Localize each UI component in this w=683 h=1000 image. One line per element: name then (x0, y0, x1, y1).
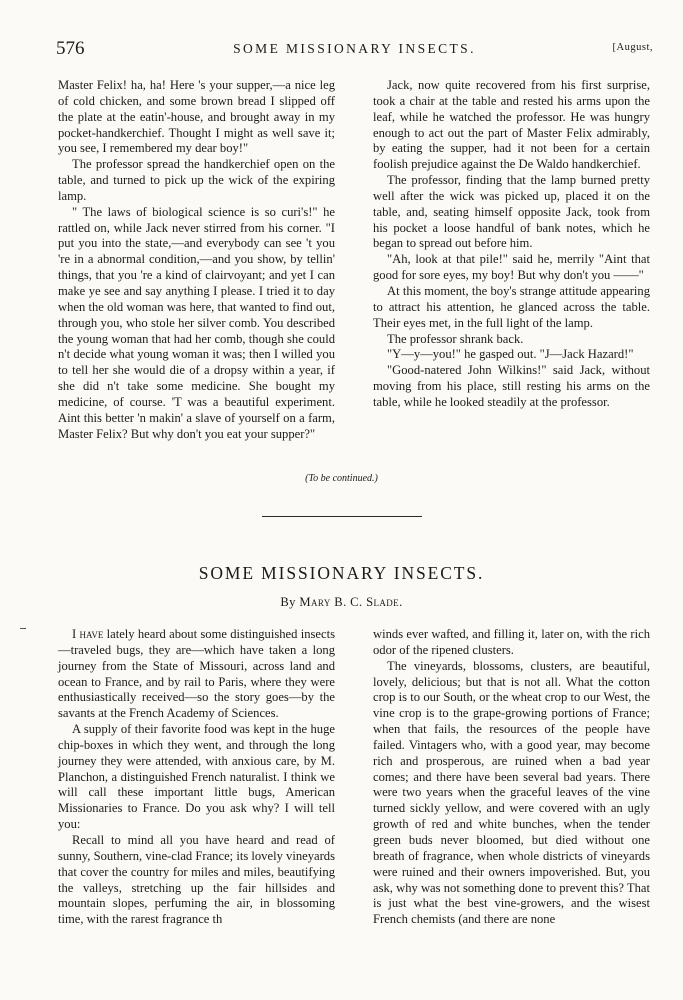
opening-text: lately heard about some distinguished insects—traveled bugs, they are—which have taken a long journey from the State of Missouri, across land and ocean to France, and by rail to Paris, where they were enthusiastically received—so the story goes—by the savants at the French Academy of Sciences. (58, 627, 335, 721)
paragraph: Master Felix! ha, ha! Here 's your supper,—a nice leg of cold chicken, and some brown bread I slipped off the plate at the eatin'-house, and brought away in my pocket-handkerchief. Thought I might as well save it; you see, I remembered my dear boy!" (58, 78, 335, 156)
paragraph: At this moment, the boy's strange attitude appearing to attract his attention, he glanced across the table. Their eyes met, in the full light of the lamp. (373, 283, 650, 330)
paragraph: Recall to mind all you have heard and read of sunny, Southern, vine-clad France; its lovely vineyards that cover the country for miles and miles, beautifying the valleys, stretching up the fair hillsides and mountain slopes, perfuming the air, in blossoming time, with the rarest fragrance th (58, 832, 335, 927)
article-title: SOME MISSIONARY INSECTS. (198, 563, 485, 583)
page-header (56, 38, 653, 62)
paragraph: The professor spread the handkerchief open on the table, and turned to pick up the wick of the expiring lamp. (58, 157, 335, 203)
story-column-left (58, 78, 335, 442)
page-number: 576 (56, 38, 85, 59)
paragraph: " The laws of biological science is so curi's!" he rattled on, while Jack never stirred from his corner. "I put you into the state,—and everybody can see 't you 're in a abnormal condition,—and you show, by tellin' things, that you 're a kind of clairvoyant; and yet I can make ye see and say anything I please. I tried it to day when the old woman was here, that wanted to find out, through you, who stole her silver comb. You described the young woman that had her comb, though she could n't decide what young woman it was; then I willed you to tell her she would die of a dropsy within a year, if she did n't take some medicine. She bought my medicine, of course. 'T was a beautiful experiment. Aint this better 'n makin' a slave of yourself on a farm, Master Felix? But why don't you eat your supper?" (58, 204, 335, 441)
story-column-right (373, 78, 650, 411)
paragraph: A supply of their favorite food was kept in the huge chip-boxes in which they went, and through the long journey they were attended, with anxious care, by M. Planchon, a distinguished French naturalist. I think we will call these important little bugs, American Missionaries to France. Do you ask why? I will tell you: (58, 722, 335, 832)
paragraph: "Ah, look at that pile!" said he, merrily "Aint that good for sore eyes, my boy! But why don't you ——" (373, 252, 650, 283)
paragraph: Jack, now quite recovered from his first surprise, took a chair at the table and rested his arms upon the leaf, while he watched the professor. He was hungry enough to act out the part of Master Felix admirably, by eating the supper, had it not been for a certain foolish prejudice against the De Waldo handkerchief. (373, 78, 650, 172)
running-title: SOME MISSIONARY INSECTS. (233, 41, 476, 56)
paragraph: "Y—y—you!" he gasped out. "J—Jack Hazard!" (387, 347, 634, 362)
paragraph: The professor shrank back. (387, 331, 524, 346)
byline-author: Mary B. C. Slade. (299, 595, 403, 609)
article-column-left (58, 627, 335, 928)
paragraph: The vineyards, blossoms, clusters, are beautiful, lovely, delicious; but that is not all. What the cotton crop is to our South, or the wheat crop to our West, the vine crop is to the grape-growing portions of France; when that fails, the resources of the people have failed. Vintagers who, with a good year, may become rich and prosperous, are ruined when a bad year comes; and there have been several bad years. There were two years when the graceful leaves of the vine turned sickly yellow, and were covered with an ugly growth of red and white bunches, when the tender green buds never bloomed, but died without one breath of fragrance, when whole districts of vineyards were ruined and their owners impoverished. But, you ask, why was not something done to prevent this? That is just what the best vine-growers, and the wisest French chemists (and there are none (373, 658, 650, 927)
section-divider (262, 516, 422, 517)
byline (0, 595, 683, 610)
paragraph (58, 627, 335, 722)
byline-prefix: By (280, 595, 300, 609)
opening-small-caps: I have (72, 627, 104, 641)
to-be-continued: (To be continued.) (305, 473, 378, 484)
margin-mark (20, 628, 26, 629)
paragraph: "Good-natered John Wilkins!" said Jack, without moving from his place, still resting his arms on the table, while he looked steadily at the professor. (373, 363, 650, 409)
paragraph: winds ever wafted, and filling it, later on, with the rich odor of the ripened clusters. (373, 627, 650, 657)
article-column-right (373, 627, 650, 928)
header-month: [August, (612, 42, 653, 53)
paragraph: The professor, finding that the lamp burned pretty well after the wick was picked up, placed it on the table, and, seating himself opposite Jack, took from his pocket a loose handful of bank notes, which he began to spread out before him. (373, 173, 650, 251)
